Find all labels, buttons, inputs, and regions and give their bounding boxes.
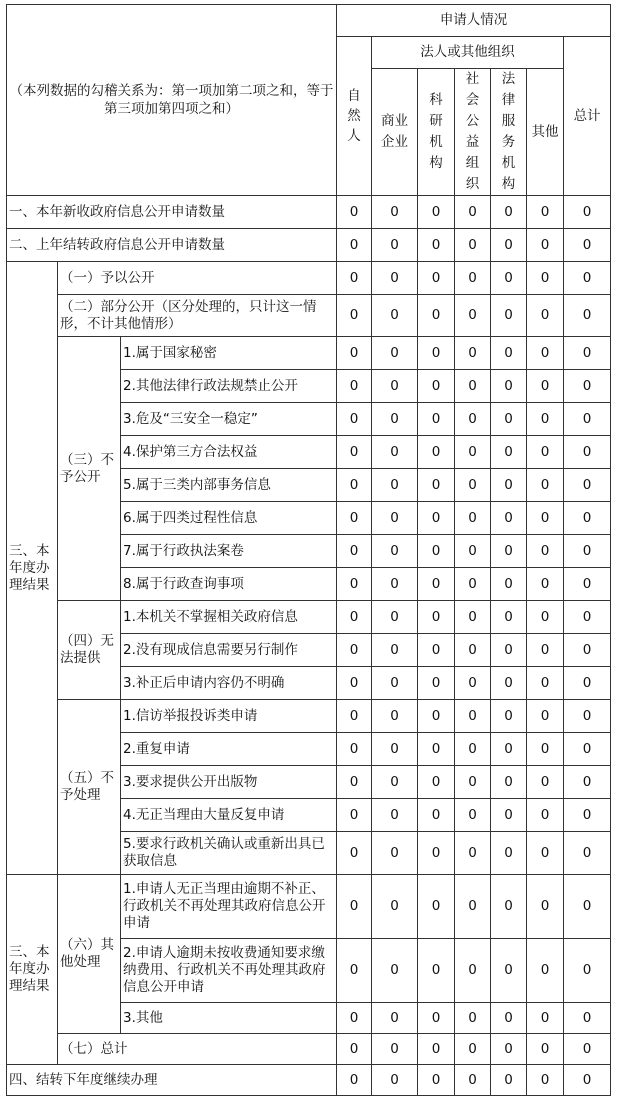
gov-info-disclosure-table	[6, 4, 611, 1096]
business-header: 商业企业	[372, 69, 418, 196]
group-3-item: 3.危及“三安全一稳定”	[121, 403, 337, 436]
value-cell: 0	[491, 196, 527, 229]
value-cell: 0	[372, 262, 418, 295]
legal-org-header: 法人或其他组织	[372, 37, 564, 69]
value-cell: 0	[455, 1034, 491, 1065]
value-cell: 0	[455, 403, 491, 436]
value-cell: 0	[372, 667, 418, 700]
value-cell: 0	[418, 1003, 455, 1034]
value-cell: 0	[527, 196, 564, 229]
value-cell: 0	[455, 502, 491, 535]
value-cell: 0	[337, 568, 372, 601]
group-4-item: 1.本机关不掌握相关政府信息	[121, 601, 337, 634]
table-row	[7, 700, 611, 733]
value-cell: 0	[337, 502, 372, 535]
value-cell: 0	[455, 370, 491, 403]
value-cell: 0	[337, 766, 372, 799]
value-cell: 0	[337, 337, 372, 370]
value-cell: 0	[455, 1003, 491, 1034]
value-cell: 0	[418, 667, 455, 700]
value-cell: 0	[418, 832, 455, 875]
value-cell: 0	[372, 634, 418, 667]
value-cell: 0	[491, 469, 527, 502]
value-cell: 0	[455, 337, 491, 370]
value-cell: 0	[418, 939, 455, 1003]
value-cell: 0	[527, 535, 564, 568]
group-5-item: 4.无正当理由大量反复申请	[121, 799, 337, 832]
value-cell: 0	[418, 568, 455, 601]
value-cell: 0	[372, 502, 418, 535]
group-4-item: 3.补正后申请内容仍不明确	[121, 667, 337, 700]
value-cell: 0	[527, 799, 564, 832]
header-char: 科	[429, 92, 443, 108]
value-cell: 0	[337, 229, 372, 262]
value-cell: 0	[491, 535, 527, 568]
value-cell: 0	[564, 799, 611, 832]
value-cell: 0	[491, 799, 527, 832]
value-cell: 0	[372, 601, 418, 634]
value-cell: 0	[418, 601, 455, 634]
header-char: 组	[465, 155, 480, 171]
value-cell: 0	[564, 403, 611, 436]
value-cell: 0	[337, 1003, 372, 1034]
value-cell: 0	[418, 634, 455, 667]
value-cell: 0	[337, 667, 372, 700]
table-row	[7, 262, 611, 295]
natural-person-header: 自然人	[337, 37, 372, 196]
value-cell: 0	[527, 469, 564, 502]
value-cell: 0	[527, 1003, 564, 1034]
value-cell: 0	[527, 502, 564, 535]
value-cell: 0	[564, 875, 611, 939]
group-6-item: 3.其他	[121, 1003, 337, 1034]
value-cell: 0	[491, 634, 527, 667]
table-row	[7, 196, 611, 229]
value-cell: 0	[418, 502, 455, 535]
value-cell: 0	[455, 535, 491, 568]
value-cell: 0	[564, 1003, 611, 1034]
value-cell: 0	[564, 832, 611, 875]
header-char: 机	[429, 134, 443, 150]
value-cell: 0	[372, 1003, 418, 1034]
table-note: （本列数据的勾稽关系为：第一项加第二项之和，等于第三项加第四项之和）	[7, 5, 337, 196]
value-cell: 0	[418, 1065, 455, 1096]
value-cell: 0	[418, 229, 455, 262]
table-row	[7, 295, 611, 337]
value-cell: 0	[337, 939, 372, 1003]
value-cell: 0	[418, 262, 455, 295]
group-3-item: 7.属于行政执法案卷	[121, 535, 337, 568]
value-cell: 0	[527, 875, 564, 939]
value-cell: 0	[418, 535, 455, 568]
group-3-item: 2.其他法律行政法规禁止公开	[121, 370, 337, 403]
value-cell: 0	[337, 1034, 372, 1065]
value-cell: 0	[372, 700, 418, 733]
value-cell: 0	[564, 436, 611, 469]
value-cell: 0	[455, 196, 491, 229]
value-cell: 0	[491, 601, 527, 634]
header-char: 织	[465, 176, 480, 192]
table-row	[7, 229, 611, 262]
value-cell: 0	[564, 229, 611, 262]
other-header: 其他	[527, 69, 564, 196]
value-cell: 0	[564, 337, 611, 370]
value-cell: 0	[527, 634, 564, 667]
value-cell: 0	[337, 295, 372, 337]
value-cell: 0	[372, 337, 418, 370]
value-cell: 0	[455, 634, 491, 667]
value-cell: 0	[337, 196, 372, 229]
value-cell: 0	[527, 939, 564, 1003]
value-cell: 0	[491, 502, 527, 535]
value-cell: 0	[372, 766, 418, 799]
value-cell: 0	[418, 403, 455, 436]
value-cell: 0	[455, 832, 491, 875]
value-cell: 0	[372, 436, 418, 469]
row-carried-over: 二、上年结转政府信息公开申请数量	[7, 229, 337, 262]
value-cell: 0	[337, 634, 372, 667]
value-cell: 0	[527, 733, 564, 766]
table-row	[7, 601, 611, 634]
value-cell: 0	[455, 568, 491, 601]
group-6-item: 2.申请人逾期未按收费通知要求缴纳费用、行政机关不再处理其政府信息公开申请	[121, 939, 337, 1003]
value-cell: 0	[372, 403, 418, 436]
header-char: 益	[465, 134, 480, 150]
value-cell: 0	[527, 436, 564, 469]
value-cell: 0	[527, 295, 564, 337]
value-cell: 0	[491, 700, 527, 733]
value-cell: 0	[372, 535, 418, 568]
value-cell: 0	[372, 1065, 418, 1096]
value-cell: 0	[337, 875, 372, 939]
value-cell: 0	[372, 568, 418, 601]
value-cell: 0	[455, 262, 491, 295]
value-cell: 0	[337, 535, 372, 568]
total-header: 总计	[564, 37, 611, 196]
value-cell: 0	[564, 502, 611, 535]
row-new-requests: 一、本年新收政府信息公开申请数量	[7, 196, 337, 229]
value-cell: 0	[418, 733, 455, 766]
group-3-label: （三）不予公开	[58, 337, 121, 601]
row-carry-forward: 四、结转下年度继续办理	[7, 1065, 337, 1096]
group-6-label: （六）其他处理	[58, 875, 121, 1034]
value-cell: 0	[527, 229, 564, 262]
value-cell: 0	[527, 403, 564, 436]
value-cell: 0	[455, 469, 491, 502]
group-5-item: 1.信访举报投诉类申请	[121, 700, 337, 733]
research-header	[418, 69, 455, 196]
group-3-item: 6.属于四类过程性信息	[121, 502, 337, 535]
value-cell: 0	[491, 337, 527, 370]
value-cell: 0	[372, 875, 418, 939]
value-cell: 0	[455, 700, 491, 733]
value-cell: 0	[564, 196, 611, 229]
value-cell: 0	[455, 733, 491, 766]
value-cell: 0	[372, 295, 418, 337]
value-cell: 0	[337, 601, 372, 634]
value-cell: 0	[455, 229, 491, 262]
value-cell: 0	[372, 196, 418, 229]
header-char: 法	[501, 71, 516, 87]
value-cell: 0	[491, 295, 527, 337]
header-char: 构	[429, 155, 443, 171]
group-5-item: 2.重复申请	[121, 733, 337, 766]
value-cell: 0	[455, 875, 491, 939]
header-char: 会	[465, 92, 480, 108]
group-1-label: （一）予以公开	[58, 262, 337, 295]
value-cell: 0	[527, 568, 564, 601]
value-cell: 0	[337, 370, 372, 403]
value-cell: 0	[491, 568, 527, 601]
value-cell: 0	[418, 766, 455, 799]
value-cell: 0	[491, 766, 527, 799]
value-cell: 0	[418, 799, 455, 832]
value-cell: 0	[337, 469, 372, 502]
table-row	[7, 1065, 611, 1096]
value-cell: 0	[372, 469, 418, 502]
value-cell: 0	[455, 601, 491, 634]
value-cell: 0	[491, 1034, 527, 1065]
legal-service-header	[491, 69, 527, 196]
value-cell: 0	[564, 766, 611, 799]
value-cell: 0	[491, 667, 527, 700]
group-5-item: 5.要求行政机关确认或重新出具已获取信息	[121, 832, 337, 875]
group-6-item: 1.申请人无正当理由逾期不补正、行政机关不再处理其政府信息公开申请	[121, 875, 337, 939]
value-cell: 0	[418, 370, 455, 403]
value-cell: 0	[527, 1065, 564, 1096]
table-row	[7, 1034, 611, 1065]
value-cell: 0	[491, 875, 527, 939]
value-cell: 0	[337, 799, 372, 832]
applicant-header: 申请人情况	[337, 5, 611, 37]
social-header	[455, 69, 491, 196]
value-cell: 0	[564, 262, 611, 295]
value-cell: 0	[418, 1034, 455, 1065]
value-cell: 0	[564, 295, 611, 337]
value-cell: 0	[491, 229, 527, 262]
group-4-item: 2.没有现成信息需要另行制作	[121, 634, 337, 667]
table-row	[7, 337, 611, 370]
value-cell: 0	[527, 766, 564, 799]
value-cell: 0	[372, 799, 418, 832]
value-cell: 0	[527, 700, 564, 733]
value-cell: 0	[527, 1034, 564, 1065]
header-char: 服	[501, 113, 516, 129]
value-cell: 0	[418, 469, 455, 502]
value-cell: 0	[418, 436, 455, 469]
value-cell: 0	[564, 733, 611, 766]
header-char: 律	[501, 92, 516, 108]
group-4-label: （四）无法提供	[58, 601, 121, 700]
value-cell: 0	[418, 875, 455, 939]
value-cell: 0	[337, 733, 372, 766]
value-cell: 0	[491, 403, 527, 436]
value-cell: 0	[491, 262, 527, 295]
value-cell: 0	[491, 370, 527, 403]
value-cell: 0	[337, 403, 372, 436]
group-5-item: 3.要求提供公开出版物	[121, 766, 337, 799]
value-cell: 0	[455, 939, 491, 1003]
value-cell: 0	[564, 601, 611, 634]
value-cell: 0	[564, 634, 611, 667]
value-cell: 0	[455, 667, 491, 700]
value-cell: 0	[564, 469, 611, 502]
value-cell: 0	[337, 1065, 372, 1096]
header-char: 社	[465, 71, 480, 87]
value-cell: 0	[564, 667, 611, 700]
group-2-label: （二）部分公开（区分处理的，只计这一情形，不计其他情形）	[58, 295, 337, 337]
value-cell: 0	[455, 295, 491, 337]
section-3-label-cont: 三、本年度办理结果	[7, 875, 58, 1065]
value-cell: 0	[455, 1065, 491, 1096]
header-char: 机	[501, 155, 516, 171]
group-5-label: （五）不予处理	[58, 700, 121, 875]
value-cell: 0	[527, 370, 564, 403]
value-cell: 0	[337, 436, 372, 469]
value-cell: 0	[337, 262, 372, 295]
group-3-item: 1.属于国家秘密	[121, 337, 337, 370]
table-row	[7, 875, 611, 939]
value-cell: 0	[527, 601, 564, 634]
value-cell: 0	[455, 766, 491, 799]
group-7-total-label: （七）总计	[58, 1034, 337, 1065]
value-cell: 0	[564, 535, 611, 568]
value-cell: 0	[418, 337, 455, 370]
value-cell: 0	[564, 568, 611, 601]
value-cell: 0	[491, 733, 527, 766]
value-cell: 0	[455, 799, 491, 832]
header-char: 研	[429, 113, 443, 129]
value-cell: 0	[337, 700, 372, 733]
header-char: 构	[501, 176, 516, 192]
value-cell: 0	[564, 1065, 611, 1096]
value-cell: 0	[564, 1034, 611, 1065]
value-cell: 0	[527, 832, 564, 875]
value-cell: 0	[418, 295, 455, 337]
value-cell: 0	[527, 262, 564, 295]
value-cell: 0	[527, 667, 564, 700]
value-cell: 0	[372, 832, 418, 875]
value-cell: 0	[491, 436, 527, 469]
header-char: 务	[501, 134, 516, 150]
value-cell: 0	[527, 337, 564, 370]
value-cell: 0	[372, 370, 418, 403]
value-cell: 0	[491, 1065, 527, 1096]
value-cell: 0	[564, 939, 611, 1003]
value-cell: 0	[372, 733, 418, 766]
group-3-item: 8.属于行政查询事项	[121, 568, 337, 601]
group-3-item: 4.保护第三方合法权益	[121, 436, 337, 469]
value-cell: 0	[372, 1034, 418, 1065]
value-cell: 0	[564, 370, 611, 403]
value-cell: 0	[372, 229, 418, 262]
value-cell: 0	[491, 939, 527, 1003]
value-cell: 0	[418, 700, 455, 733]
value-cell: 0	[491, 832, 527, 875]
value-cell: 0	[372, 939, 418, 1003]
value-cell: 0	[491, 1003, 527, 1034]
section-3-label: 三、本年度办理结果	[7, 262, 58, 875]
value-cell: 0	[564, 700, 611, 733]
header-char: 公	[465, 113, 480, 129]
group-3-item: 5.属于三类内部事务信息	[121, 469, 337, 502]
value-cell: 0	[455, 436, 491, 469]
value-cell: 0	[418, 196, 455, 229]
value-cell: 0	[337, 832, 372, 875]
